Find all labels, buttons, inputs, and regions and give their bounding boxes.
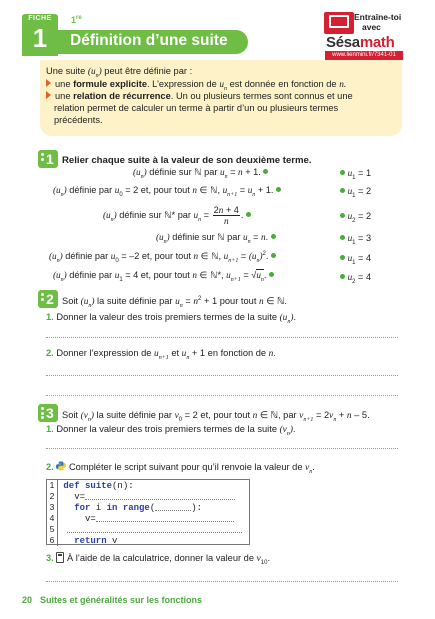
ex1-answer-5: $u_1 = 4$: [340, 253, 371, 266]
page-number: 20: [22, 595, 33, 605]
ex2-question-2: 2. Donner l’expression de $u_{n+1}$ et $u_n + 1$ en fonction de n.: [46, 348, 276, 361]
definition-bullet-explicit: une formule explicite. L’expression de $u_n$ est donnée en fonction de n.: [46, 79, 346, 95]
code-line: 4 v=: [47, 513, 249, 524]
fiche-label: FICHE: [28, 15, 52, 22]
exercise-3-statement: Soit $(v_n)$ la suite définie par $v_0 = 2$ et, pour tout n ∈ ℕ, par $v_{n+1} = 2v_n + n - 5$.: [62, 410, 370, 423]
ex1-link-dot-right[interactable]: [340, 170, 345, 175]
ex1-link-dot-left[interactable]: [263, 169, 268, 174]
sesamath-url-link[interactable]: www.lienmini.fr/7341-01: [325, 51, 403, 60]
answer-line[interactable]: [46, 375, 398, 376]
ex1-link-dot-right[interactable]: [340, 274, 345, 279]
triangle-bullet-icon: [46, 79, 51, 87]
grade-label: 1re: [71, 15, 82, 25]
ex1-row-1: $(u_n)$ définie sur ℕ par $u_n = n + 1$.: [133, 167, 268, 180]
definition-bullet-recurrence-line3: précédents.: [54, 115, 103, 125]
code-line: 5: [47, 524, 249, 535]
ex1-link-dot-left[interactable]: [276, 187, 281, 192]
code-blank-input[interactable]: [85, 499, 235, 500]
ex1-row-6: $(u_n)$ définie par $u_1 = 4$ et, pour tout n ∈ ℕ*, $u_{n+1} = √u_n$.: [53, 270, 274, 283]
ex1-answer-6: $u_2 = 4$: [340, 272, 371, 285]
fiche-number: 1: [32, 23, 48, 53]
exercise-2-badge: 2: [38, 290, 58, 308]
definition-bullet-recurrence: une relation de récurrence. Un ou plusieurs termes sont connus et une: [46, 91, 353, 103]
calculator-icon: [56, 552, 64, 563]
answer-line[interactable]: [46, 448, 398, 449]
ex1-link-dot-right[interactable]: [340, 235, 345, 240]
code-line: 6 return v: [47, 535, 249, 546]
ex1-link-dot-right[interactable]: [340, 188, 345, 193]
ex3-question-3: 3. À l’aide de la calculatrice, donner la valeur de $v_{10}$.: [46, 553, 271, 566]
python-code-block: [46, 479, 250, 545]
ex1-link-dot-left[interactable]: [271, 234, 276, 239]
monitor-icon: [329, 15, 349, 28]
exercise-1-badge: 1: [38, 150, 58, 168]
ex3-question-1: 1. Donner la valeur des trois premiers termes de la suite $(v_n)$.: [46, 424, 296, 437]
answer-line[interactable]: [46, 395, 398, 396]
ex1-answer-4: $u_1 = 3$: [340, 233, 371, 246]
footer-chapter-title: Suites et généralités sur les fonctions: [40, 595, 203, 605]
answer-line[interactable]: [46, 337, 398, 338]
ex1-answer-3: $u_2 = 2$: [340, 211, 371, 224]
triangle-bullet-icon: [46, 91, 51, 99]
python-icon: [56, 461, 66, 471]
ex1-link-dot-right[interactable]: [340, 213, 345, 218]
page-title: Définition d’une suite: [70, 32, 228, 49]
exercise-2-statement: Soit $(u_n)$ la suite définie par $u_n = n^2 + 1$ pour tout n ∈ ℕ.: [62, 296, 287, 309]
ex1-row-5: $(u_n)$ définie par $u_0 = -2$ et, pour tout n ∈ ℕ, $u_{n+1} = (u_n)^2$.: [49, 251, 276, 264]
ex1-link-dot-left[interactable]: [246, 212, 251, 217]
code-blank-input[interactable]: [96, 521, 234, 522]
code-line: 3 for i in range( ):: [47, 502, 249, 513]
ex2-question-1: 1. Donner la valeur des trois premiers termes de la suite $(u_n)$.: [46, 312, 297, 325]
ex1-link-dot-right[interactable]: [340, 255, 345, 260]
ex1-link-dot-left[interactable]: [271, 253, 276, 258]
ex1-row-3: $(u_n)$ définie sur ℕ* par $u_n$ = $\frac{2n + 4}{n}$ .: [103, 205, 251, 226]
code-line: 2 v=: [47, 491, 249, 502]
code-blank-input[interactable]: [155, 510, 191, 511]
ex1-answer-2: $u_1 = 2$: [340, 186, 371, 199]
answer-line[interactable]: [46, 581, 398, 582]
ex1-answer-1: $u_1 = 1$: [340, 168, 371, 181]
exercise-3-badge: 3: [38, 404, 58, 422]
code-line: 1 def suite(n):: [47, 480, 249, 491]
ex1-row-4: $(u_n)$ définie sur ℕ par $u_n = n$.: [156, 232, 276, 245]
definition-bullet-recurrence-line2: relation permet de calculer un terme à partir d’un ou plusieurs termes: [54, 103, 339, 113]
ex3-question-2: 2. Compléter le script suivant pour qu’il renvoie la valeur de $v_n$.: [46, 462, 315, 475]
ex1-row-2: $(u_n)$ définie par $u_0 = 2$ et, pour tout n ∈ ℕ, $u_{n+1} = u_n + 1$.: [53, 185, 281, 198]
sesamath-line1: Entraîne-toi: [354, 12, 402, 22]
code-blank-input[interactable]: [67, 532, 242, 533]
exercise-1-title: Relier chaque suite à la valeur de son deuxième terme.: [62, 155, 312, 166]
sesamath-line2: avec: [362, 22, 381, 32]
ex1-link-dot-left[interactable]: [269, 272, 274, 277]
definition-intro: Une suite $(u_n)$ peut être définie par :: [46, 66, 193, 79]
sesamath-logo: Sésamath: [326, 34, 395, 51]
